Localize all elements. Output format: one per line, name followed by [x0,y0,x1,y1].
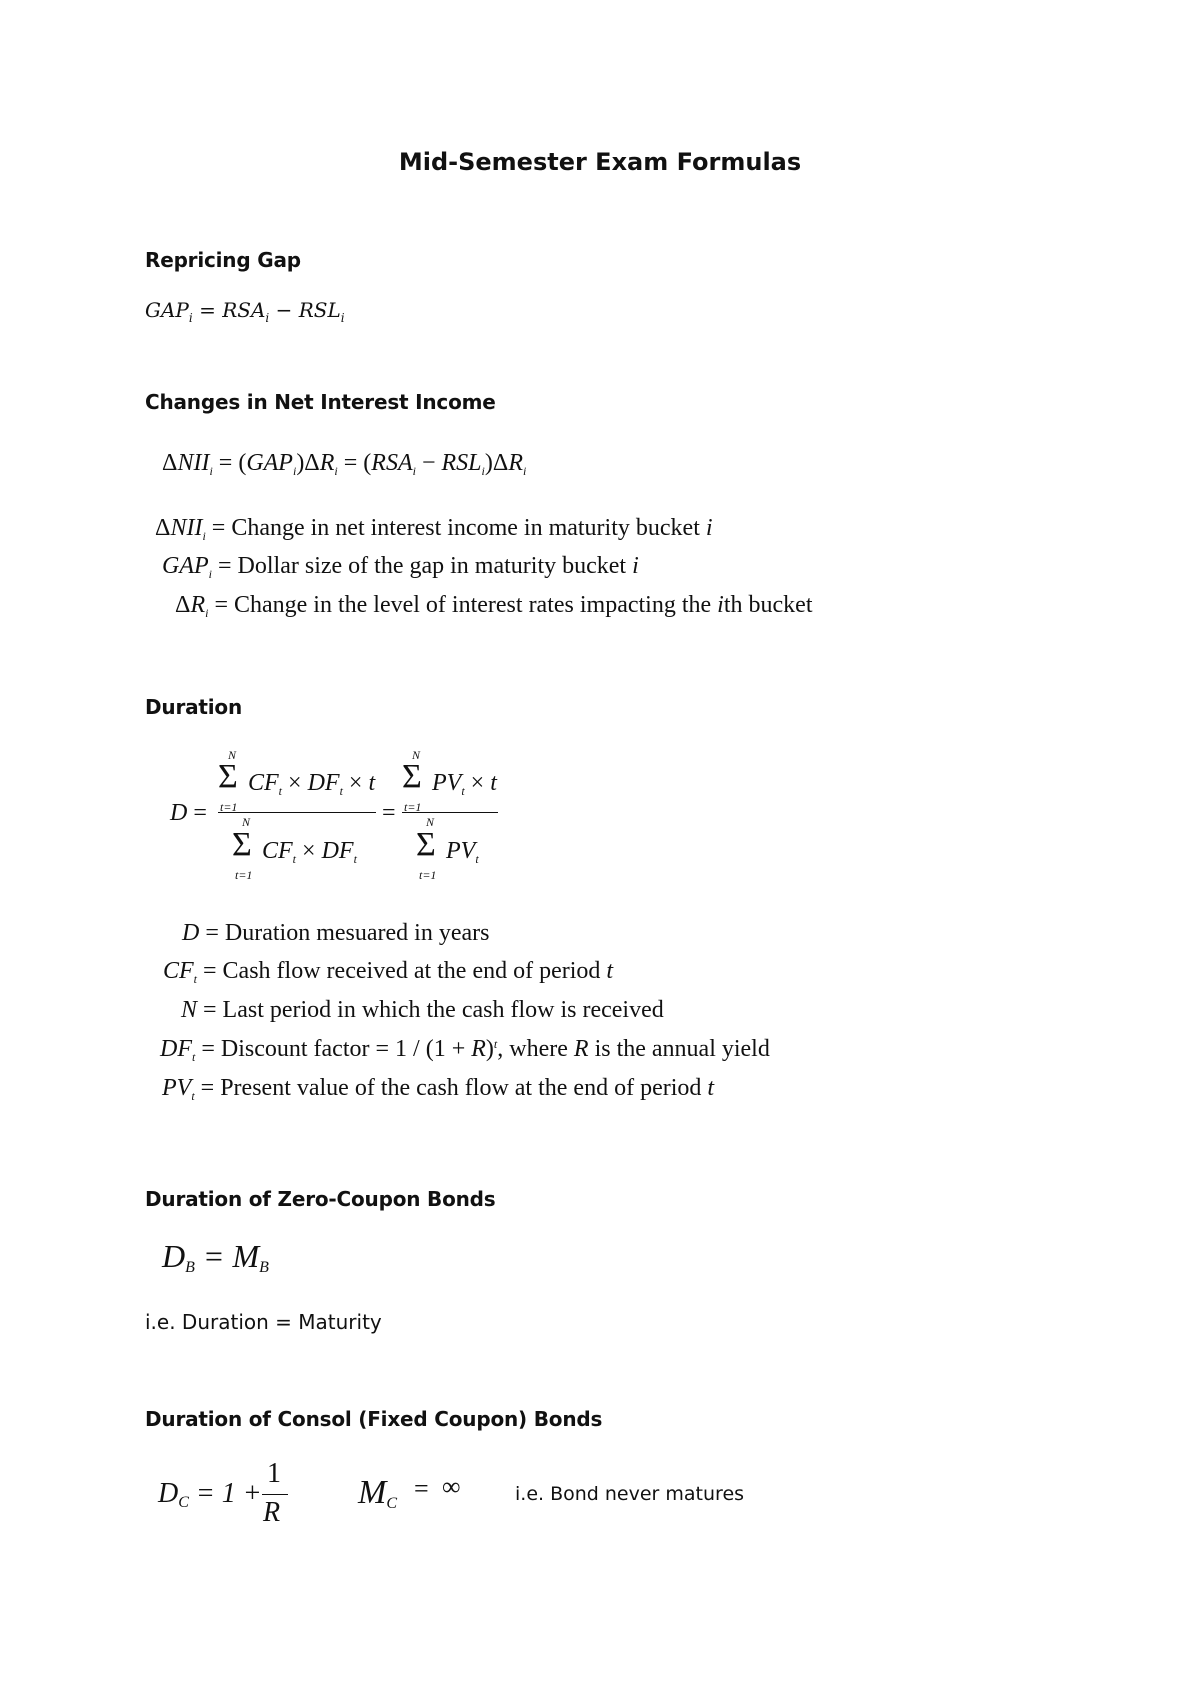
consol-note: i.e. Bond never matures [515,1483,745,1505]
formula-nii: $\Delta NII_i = (GAP_i)\Delta R_i = (RSA_i - RSL_i)\Delta R_i$ [162,450,527,478]
section-heading-consol: Duration of Consol (Fixed Coupon) Bonds [145,1407,603,1431]
duration-def-row: D = Duration mesuared in years [182,920,490,946]
section-heading-repricing-gap: Repricing Gap [145,248,301,272]
duration-def-row: $PV_t$ = Present value of the cash flow at the end of period t [162,1075,715,1103]
nii-def-row: $\Delta NII_i$ = Change in net interest income in maturity bucket i [155,515,713,543]
section-heading-duration: Duration [145,695,242,719]
section-heading-nii: Changes in Net Interest Income [145,390,496,414]
formula-consol-maturity: $M_C$ [358,1474,397,1512]
section-heading-zero-coupon: Duration of Zero-Coupon Bonds [145,1187,496,1211]
page-title: Mid-Semester Exam Formulas [398,148,802,176]
duration-def-row: $DF_t$ = Discount factor = $1 / (1 + R)^t$, where R is the annual yield [160,1036,770,1064]
formula-repricing-gap: $GAP_i = RSA_i - RSL_i$ [145,298,345,325]
zero-coupon-note: i.e. Duration = Maturity [145,1310,382,1334]
consol-equals: = [414,1474,429,1503]
duration-def-row: $CF_t$ = Cash flow received at the end of period t [163,958,614,986]
nii-def-row: $GAP_i$ = Dollar size of the gap in maturity bucket i [162,553,639,581]
nii-def-row: $\Delta R_i$ = Change in the level of interest rates impacting the ith bucket [175,592,813,620]
duration-def-row: N = Last period in which the cash flow is received [181,997,664,1023]
infinity-symbol: ∞ [442,1472,461,1501]
formula-zero-coupon: $D_B = M_B$ [162,1238,269,1276]
